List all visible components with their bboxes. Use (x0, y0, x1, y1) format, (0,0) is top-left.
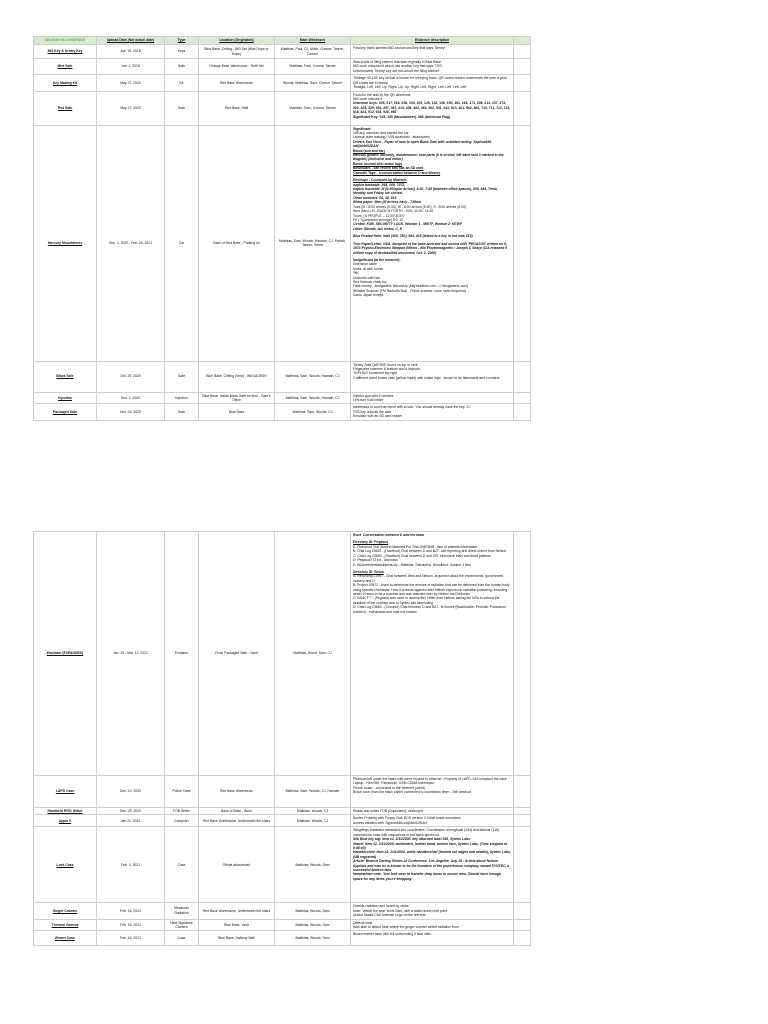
evidence-description (351, 361, 514, 392)
empty-cell (514, 532, 531, 776)
description-line: Unknown keys: 003, 017, 018, 026, 104, 105, 126, 133, 136, 150, 161, 164, 171, 208, 214, 237, 274, 302, 328, 329, 353, 357, 387, 413, 436, 462, 463, 502, 541, 612, 613, 621, 662, 681, 710, 711, 712, 724, 818, 823, 912, 923, 926, 955 (353, 101, 511, 115)
main-witnesses: Matthias, Sam, Woods, Hannah, CJ, Patrick, Tanner, Sierra (275, 125, 351, 361)
description-line: Syntec Property with Floppy Disk DOS version 3.3 that reads emulators (353, 816, 461, 821)
description-line: Directory ID: Pegasus (353, 540, 389, 545)
evidence-description (351, 125, 514, 361)
description-line: Silk Blue key tag: Item #1, 2/11/2000, key attached label 346, Syntec Labs (353, 837, 470, 842)
description-line: Extension cable (353, 262, 377, 267)
evidence-name: Lock Case (34, 827, 97, 903)
main-witnesses: Matthias, Sam, Woods, CJ (275, 404, 351, 420)
evidence-location: Blue Base, Vault (199, 919, 275, 931)
description-line: Cassette Tape - a conversation between D and Wesley (353, 170, 441, 175)
evidence-type: Keys (165, 45, 199, 59)
evidence-name: LAPD Case (34, 776, 97, 808)
description-line: Torn Paper/Letter: NSA, blueprint of the base annexed and circled with 'PEGASUS' written on it, 1974 Psycho-Electronic Weapon Effects - Bio Electromagnetic / Joseph C Sharp (CIA released 6 million copy of declassified document, Oct. 2, 2000) (353, 241, 508, 255)
description-line: 'Sentry Safe QAP1BE' found on top of vent (353, 362, 418, 367)
evidence-name: Injection (34, 392, 97, 404)
description-line: First key that's labelled 863 and second key that says 'Sentry' (353, 46, 446, 50)
empty-cell (514, 827, 531, 903)
evidence-row (34, 125, 531, 361)
evidence-name: Apple II (34, 815, 97, 827)
upload-date: May 27, 2020 (97, 91, 165, 125)
evidence-description (351, 808, 514, 815)
description-line: Other: Blonde, tall, beard, C, K (353, 226, 403, 231)
header-row (34, 37, 531, 45)
description-line: 'Straight, Left, Left, Up, Right, Up, Up, Right, Left, Right, Left, Left, Left, Left' (353, 85, 467, 90)
evidence-location: Back of Base - Bush (199, 808, 275, 815)
evidence-row (34, 91, 531, 125)
description-line: Article: Biotech Darling Shines At Conference. Los Angeles, July 15 - Article about Nelson Sypthus and how he is known to be the founders of the powerhouse company named SYNTEC, a successful biotech labs. (353, 859, 510, 873)
upload-date: Dec. 14, 2020 (97, 776, 165, 808)
evidence-row (34, 776, 531, 808)
description-line: United States Civil Defense Logo on the left side (353, 913, 426, 918)
evidence-row (34, 45, 531, 59)
upload-date: Sep. 4, 2020 - Feb. 25, 2021 (97, 125, 165, 361)
main-witnesses: Matthias, Wood, Sam, CJ (275, 532, 351, 776)
evidence-name: Geiger Counter (34, 903, 97, 919)
description-line: Envelope - Courtyard by Marriott: (353, 178, 407, 183)
empty-cell (514, 808, 531, 815)
description-line: B: Chat Log 23632 - (Hazelnut) Chat between D and B27. Lab reporting and direct orders from Nelson (353, 549, 507, 554)
header-empty (514, 37, 531, 45)
evidence-description (351, 919, 514, 931)
description-line: Detects radiation and heard by clicks. (353, 904, 410, 909)
header-witnesses: Main Witnesses (275, 37, 351, 45)
main-witnesses: Matthias, Woods, Sam (275, 827, 351, 903)
upload-date: Feb. 3, 2021 (97, 827, 165, 903)
description-line: '9th' (353, 271, 360, 276)
description-line: Darco Japan receipt (353, 293, 384, 298)
description-line: B: Project J0872 - Used to determine the amount of radiation that can be delivered from the human body using specific chemicals. How it protects against radio effects exposed to radiation poisoning, including death. Known to be a success and was watched over by Nelson and Deborah. (353, 583, 510, 597)
description-line: QR codes are in binary. (353, 80, 389, 85)
evidence-location: Blue Base (199, 404, 275, 420)
evidence-description (351, 815, 514, 827)
upload-date: Feb. 16, 2021 (97, 919, 165, 931)
description-line: napkin backside: 845, 165, ?372, (353, 182, 406, 187)
main-witnesses: Matthias, Sam, Connor, Tanner (275, 91, 351, 125)
evidence-description (351, 404, 514, 420)
empty-cell (514, 776, 531, 808)
description-line: Blood Journal with snake logo (353, 161, 403, 166)
upload-date: Feb. 16, 2021 (97, 931, 165, 946)
description-line: Significant Key: 015, 155 (Mountaineer), 366 (American Flag) (353, 114, 451, 119)
main-witnesses: Matthias, Sam, Woods, CJ, Hannah (275, 776, 351, 808)
description-line: Fri ( ?)(unknown smudge) 5:0- 10 (353, 217, 404, 222)
empty-cell (514, 361, 531, 392)
empty-cell (514, 59, 531, 75)
evidence-description (351, 91, 514, 125)
evidence-type: Kit (165, 75, 199, 91)
evidence-row (34, 808, 531, 815)
empty-cell (514, 125, 531, 361)
description-line: Was inside of filing cabinet that was originally in Blue Base. (353, 60, 442, 64)
evidence-type: Measures Radiation (165, 903, 199, 919)
description-line: Blue Posted Note: Wall (300, 780), 663, 015 (linked to a key in red safe 015) (353, 234, 473, 239)
evidence-location: Offsite abandoned (199, 827, 275, 903)
evidence-type: Computer (165, 815, 199, 827)
description-line: Drivers Sun Visor - Paper of how to open Black Safe with unlabled writing 'Sephus666 sdlj34rb0l2DAH' (353, 139, 492, 149)
empty-cell (514, 404, 531, 420)
description-line: Blood (suit and car) (353, 148, 385, 153)
upload-date: Jan. 29 - Mar. 12, 2021 (97, 532, 165, 776)
evidence-name: Handheld RFID Writer (34, 808, 97, 815)
description-line: D: Chat Log 23663 - (Coconut) Chat between D and B27. 'hi nurses (Backbuckle, Periodic, Potassium solution) - euthanasia and chat not erased. (353, 605, 506, 614)
description-line: Unfortunately 'Sentry' key did not unlock the filing cabinet. (353, 68, 440, 73)
upload-date: Oct. 29, 2020 (97, 361, 165, 392)
description-line: Access handled with 'Syphus666 sdlj34rb0l2DAH' (353, 820, 428, 825)
evidence-description (351, 903, 514, 919)
evidence-location: Blue Base, Ceiling (Vent) - WEGADESH (199, 361, 275, 392)
empty-cell (514, 903, 531, 919)
description-line: White paper: Mon (M arrives early - 745am (353, 200, 421, 205)
evidence-description (351, 776, 514, 808)
empty-cell (514, 931, 531, 946)
evidence-row (34, 75, 531, 91)
evidence-location: Red Base Warehouse, Underneath the stairs (199, 815, 275, 827)
upload-date: Apr. 19, 2018 (97, 45, 165, 59)
evidence-location: Red Base, Wall (199, 91, 275, 125)
evidence-type: Car (165, 125, 199, 361)
description-line: Wed (Med.) M - BACK N FORTH - 9:00, 12:00, 13:45 (353, 209, 433, 214)
main-witnesses: Woods, Matthias, Sam, Connor, Tanner (275, 75, 351, 91)
description-line: Other numbers: 06, 39, 913 (353, 195, 397, 200)
description-line: Circled: FOB, SECURITY LOCK, Woman 1 - MWTF, Woman 2: MTWF (353, 222, 463, 227)
empty-cell (514, 815, 531, 827)
evidence-name: Red Safe (34, 91, 97, 125)
description-line: napkin frontside: M (6:30/upon arrival), 6:30, 7:45 (between office spaces), 835, 845, Tesla, Monday and Friday are circled. (353, 187, 498, 196)
description-line: Handkerchief: Item #3, 2/11/2000, white handkerchief (burned out edges and middle), Syntec Labs, (NB engraved) (353, 850, 511, 859)
evidence-name: Mercury Mountaineer (34, 125, 97, 361)
main-witnesses: Matthias, Woods, Sam (275, 931, 351, 946)
empty-cell (514, 91, 531, 125)
evidence-row (34, 919, 531, 931)
description-line: Watch: Item #2, 2/11/2000, wristwatch, leather band, broken face, Syntec Labs, (Time stopped at 6:06:00) (353, 841, 507, 850)
evidence-location: Blue Base, Inside Black Safe on floor - Sam's Office (199, 392, 275, 404)
evidence-name: Key Making Kit (34, 75, 97, 91)
description-line: C: NSACF 7 - (Pegasus was used to access file) Letter from Nelson asking the NSA to extend the deadline of the contract due to Syntec still developing (353, 596, 500, 605)
main-witnesses: Matthias, Sam, Woods, Hannah, CJ (275, 361, 351, 392)
upload-date: Jan 21, 2021 (97, 815, 165, 827)
main-witnesses: Matthias, Woods, Sam (275, 919, 351, 931)
description-line: 'Schlage 40-132' key kit that is known for rekeying locks. QR codes hidden underneath the sets of pins. (353, 76, 508, 81)
description-line: Mercury guides: warranty, maintenance; seat parts (6 is circled, left back seat 3 marked in the diagram) (technical and motor) (353, 153, 504, 162)
upload-date: May 27, 2020 (97, 75, 165, 91)
evidence-name: Emulator (EXPANDED) (34, 532, 97, 776)
evidence-type: Police Case (165, 776, 199, 808)
evidence-table-2 (33, 531, 531, 946)
empty-cell (514, 75, 531, 91)
evidence-name: Thermal Camera (34, 919, 97, 931)
evidence-type: Emulator (165, 532, 199, 776)
description-line: D: Pegasus772.txt - Unknown (353, 558, 398, 563)
empty-cell (514, 392, 531, 404)
evidence-row (34, 404, 531, 420)
evidence-row (34, 59, 531, 75)
description-line: Tues (M - 8:00 arrives (5:30), W - 8:00 arrives (5:30), S - 8:00 arrives (5:00) (353, 204, 467, 209)
description-line: 155 key unlocked and started the car (353, 130, 409, 135)
evidence-location: Red Base Warehouse (199, 776, 275, 808)
evidence-location: Red Base Warehouse, Underneath the stairs (199, 903, 275, 919)
description-line: Insignificant (at the moment): (353, 257, 401, 262)
upload-date: Jun. 1, 2018 (97, 59, 165, 75)
description-line: Reads and writes FOB (Duplicates), destroyed (353, 809, 423, 813)
evidence-type: Safe (165, 59, 199, 75)
evidence-row (34, 532, 531, 776)
empty-cell (514, 45, 531, 59)
evidence-name: Black Safe (34, 361, 97, 392)
evidence-row (34, 827, 531, 903)
description-line: Directory ID: Sirius (353, 569, 384, 574)
description-line: Fingerprint scanner, 6 buttons and a keyhole (353, 366, 420, 371)
main-witnesses: Matthias, Woods, CJ (275, 815, 351, 827)
description-line: Emulator with an SD card reader (353, 414, 403, 419)
description-line: Whistler Scanner (FM Radio/NOAA) - Police scanner, room radio frequency (353, 288, 467, 293)
description-line: Addressed to and from them with a note: 'You should already have the key. -D' (353, 405, 471, 410)
evidence-type: Safe (165, 91, 199, 125)
evidence-name: 863 Key & Sentry Key (34, 45, 97, 59)
main-witnesses: Matthias, Paul, CJ, Mitch, Gunner, Tanner, Connor (275, 45, 351, 59)
description-line: Phone router - connected to the ethernet (wired) (353, 785, 426, 790)
evidence-description (351, 59, 514, 75)
evidence-location: Blue Base, Ceiling - 863 Set (Was Dope or Nope) (199, 45, 275, 59)
header-type: Type (165, 37, 199, 45)
evidence-row (34, 392, 531, 404)
header-season: SEASON 6&1 EVIDENCE (34, 37, 97, 45)
description-line: Red firetruck chalk toy (353, 280, 387, 285)
upload-date: Nov. 24, 2020 (97, 404, 165, 420)
upload-date: Nov. 2, 2020 (97, 392, 165, 404)
main-witnesses: Matthias, Woods, Sam (275, 903, 351, 919)
header-location: Location (Originated) (199, 37, 275, 45)
main-witnesses: Matthias, Woods, CJ (275, 808, 351, 815)
description-line: Blown fuse (from the black cable) connected to countdown timer - Self destruct (353, 790, 472, 795)
description-line: Note: 'Watch the sea!' Hulls Sam, with a faded drawn exit point (353, 908, 448, 913)
evidence-name: Brown Case (34, 931, 97, 946)
evidence-description (351, 75, 514, 91)
description-line: Left over fluid inside (353, 397, 384, 402)
description-line: License plate missing / VIN scratched - abandoned (353, 135, 430, 140)
evidence-location: From Packaged Safe - Vault (199, 532, 275, 776)
main-witnesses: Matthias, Sam, Woods, Hannah, CJ (275, 392, 351, 404)
description-line: 863 code unlocked it which has another key that says 'TSS'. (353, 64, 444, 69)
evidence-type: Injection (165, 392, 199, 404)
description-line: Detects heat (353, 920, 373, 925)
description-line: A: Pinewood Test Subject Matches For Trial 2N878HB - lists of patients information (353, 544, 478, 549)
evidence-description (351, 45, 514, 59)
description-line: Umbrella with hair (353, 275, 381, 280)
description-line: Thurs ( N PEOPLE -- 12:BY 8:00? (353, 213, 405, 218)
description-line: 863 code unlocks it (353, 96, 383, 101)
description-line: 2 different sized brown vials (yellow liquid) with snake logo - known to be flammable and corrosive (353, 375, 500, 380)
description-line: Phantom left under the stairs with wires hooked to ethernet - Property of LAPD, 015 unlocked the case (353, 777, 507, 781)
evidence-type: Case (165, 931, 199, 946)
description-line: E: 863confidentialsubjects.zip - Matthias, Samantha, Woodland, Subject 4 files (353, 562, 471, 567)
evidence-type: Safe (165, 361, 199, 392)
evidence-location: Red Base Warehouse (199, 75, 275, 91)
description-line: Laptop - Hbn 090, Panasonic, GSM CDMA Interceptor (353, 781, 435, 786)
evidence-type: Case (165, 827, 199, 903)
evidence-type: Safe (165, 404, 199, 420)
description-line: TSS key unlocks the safe (353, 409, 392, 414)
description-line: Fake money - Bridgetable fellowship (fullyfreefilms.com --> livingwaters.com) (353, 284, 469, 289)
description-line: A: Recording 21967 - Chat between Wes and Nelson, argument about the experiments, government secrecy and D (353, 574, 504, 583)
empty-cell (514, 919, 531, 931)
evidence-type: FOB Writer (165, 808, 199, 815)
evidence-row (34, 903, 531, 919)
description-line: Root: Conversation between D and the team (353, 533, 425, 537)
upload-date: Dec. 29, 2020 (97, 808, 165, 815)
description-line: Brown leather case with foil surrounding it blue vials. (353, 932, 432, 937)
description-line: Significant: (353, 126, 372, 131)
evidence-name: Packaged Safe (34, 404, 97, 420)
evidence-description (351, 827, 514, 903)
description-line: C: Chat Log 23663 - (Hazelnut) Chat between D and GR, inhumane trials and dead patients (353, 553, 491, 558)
description-line: Handwritten note: 'Use lock case to transfer drop items to secure area. Should have enough space for any items you're dropping.' (353, 872, 502, 881)
evidence-row (34, 931, 531, 946)
header-description: Evidence description (351, 37, 514, 45)
description-line: Found in the wall by the QR directions. (353, 92, 412, 97)
header-upload-date: Upload Date (Not actual date) (97, 37, 165, 45)
evidence-row (34, 815, 531, 827)
evidence-location: Orange Base Warehouse - Refit Set (199, 59, 275, 75)
evidence-location: Back of Red Base - Parking lot (199, 125, 275, 361)
description-line: Binoculars - can record and has an SD card (353, 166, 424, 171)
upload-date: Feb. 16, 2021 (97, 903, 165, 919)
evidence-description (351, 532, 514, 776)
evidence-type: Heat Signature Camera (165, 919, 199, 931)
description-line: Was able to detect heat where the geiger counter detect radiation from (353, 924, 459, 929)
evidence-description (351, 392, 514, 404)
evidence-name: Mini Safe (34, 59, 97, 75)
description-line: Injector gun with 2 needles (353, 393, 394, 398)
description-line: Motor oil with funnel (353, 266, 384, 271)
description-line: Wingdings translator translated into coordinates: Coordinates of longitude (034) and latitude (118) unlocked the case with instructions to put black gloves on. (353, 828, 500, 837)
description-line: 'SYPHUS' scratched top right (353, 371, 398, 376)
evidence-row (34, 361, 531, 392)
evidence-table-1 (33, 36, 531, 421)
evidence-location: Blue Base, Hallway Wall (199, 931, 275, 946)
evidence-description (351, 931, 514, 946)
main-witnesses: Matthias, Paul, Connor, Tanner (275, 59, 351, 75)
